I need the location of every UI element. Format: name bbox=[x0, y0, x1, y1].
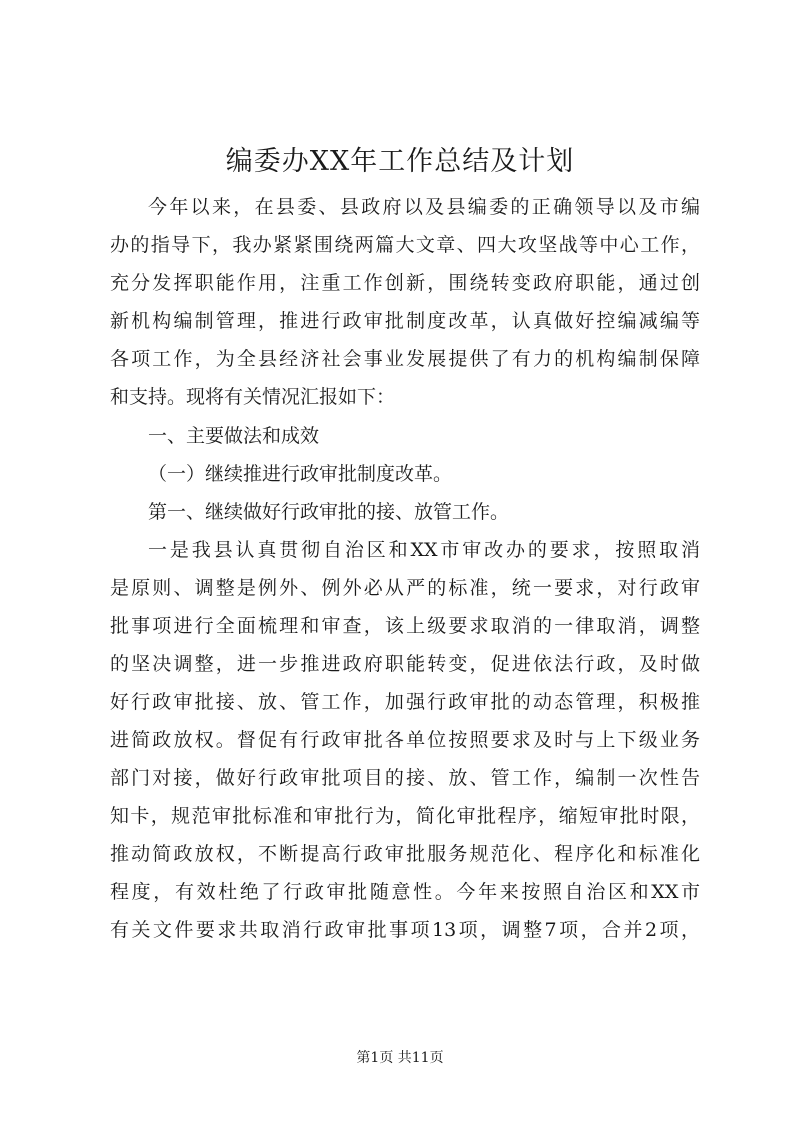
subsection-heading: （一）继续推进行政审批制度改革。 bbox=[148, 463, 453, 485]
paragraph-line: 进简政放权。督促有行政审批各单位按照要求及时与上下级业务 bbox=[110, 729, 700, 751]
subsection-heading: 第一、继续做好行政审批的接、放管工作。 bbox=[148, 501, 510, 523]
page-number-footer: 第1页 共11页 bbox=[356, 1050, 444, 1066]
paragraph-line: 一是我县认真贯彻自治区和XX市审改办的要求，按照取消 bbox=[148, 539, 700, 561]
paragraph-line: 有关文件要求共取消行政审批事项13项，调整7项，合并2项， bbox=[110, 919, 700, 941]
paragraph-line: 批事项进行全面梳理和审查，该上级要求取消的一律取消，调整 bbox=[110, 615, 700, 637]
document-title: 编委办XX年工作总结及计划 bbox=[225, 146, 575, 177]
section-heading: 一、主要做法和成效 bbox=[148, 425, 320, 447]
paragraph-line: 知卡，规范审批标准和审批行为，简化审批程序，缩短审批时限， bbox=[110, 805, 700, 827]
paragraph-line: 各项工作，为全县经济社会事业发展提供了有力的机构编制保障 bbox=[110, 348, 700, 370]
paragraph-line: 办的指导下，我办紧紧围绕两篇大文章、四大攻坚战等中心工作， bbox=[110, 234, 700, 256]
paragraph-line: 好行政审批接、放、管工作，加强行政审批的动态管理，积极推 bbox=[110, 691, 700, 713]
paragraph-line: 新机构编制管理，推进行政审批制度改革，认真做好控编减编等 bbox=[110, 310, 700, 332]
paragraph-line: 充分发挥职能作用，注重工作创新，围绕转变政府职能，通过创 bbox=[110, 272, 700, 294]
paragraph-line: 的坚决调整，进一步推进政府职能转变，促进依法行政，及时做 bbox=[110, 653, 700, 675]
paragraph-line: 是原则、调整是例外、例外必从严的标准，统一要求，对行政审 bbox=[110, 577, 700, 599]
paragraph-line: 推动简政放权，不断提高行政审批服务规范化、程序化和标准化 bbox=[110, 843, 700, 865]
paragraph-line: 今年以来，在县委、县政府以及县编委的正确领导以及市编 bbox=[148, 196, 700, 218]
paragraph-line: 和支持。现将有关情况汇报如下： bbox=[110, 386, 396, 408]
paragraph-line: 程度，有效杜绝了行政审批随意性。今年来按照自治区和XX市 bbox=[110, 881, 700, 903]
paragraph-line: 部门对接，做好行政审批项目的接、放、管工作，编制一次性告 bbox=[110, 767, 700, 789]
